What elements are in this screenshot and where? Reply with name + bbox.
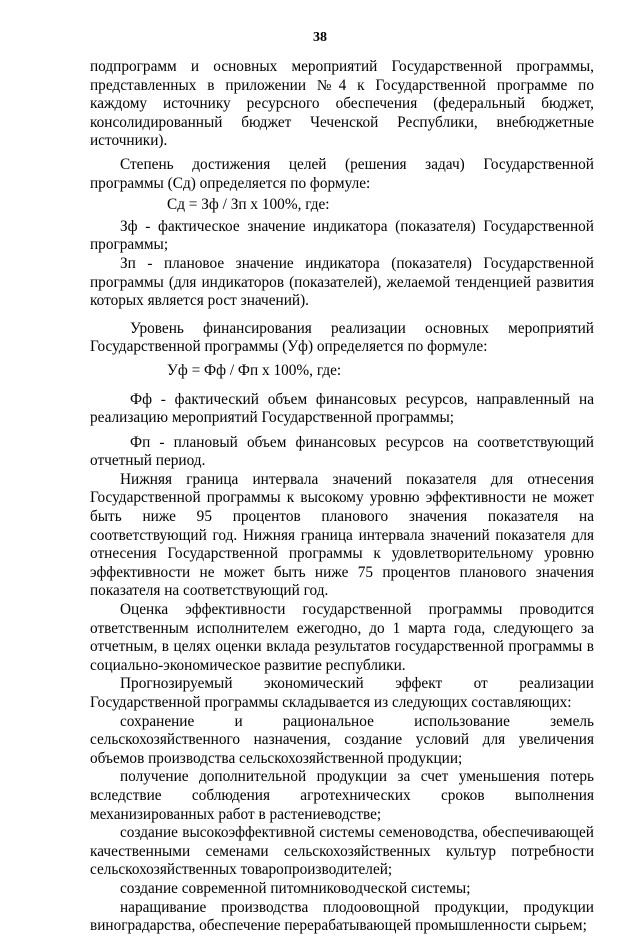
paragraph-funding: Уровень финансирования реализации основных мероприятий Государственной программы (Уф) определяется по формуле: [90,319,594,356]
list-item-seed-system: создание высокоэффективной системы семеноводства, обеспечивающей качественными семенами сельскохозяйственных культур потребности сельскохозяйственных товаропроизводителей; [90,824,594,879]
formula-uf: Уф = Фф / Фп х 100%, где: [167,361,342,379]
paragraph-lower-bound: Нижняя граница интервала значений показателя для отнесения Государственной программы к высокому уровню эффективности не может быть ниже 95 процентов планового значения показателя на соответствующий год. Нижняя граница интервала значений показателя для отнесения Государственной программы к удовлетворительному уровню эффективности не может быть ниже 75 процентов планового значения показателя на соответствующий год. [90,470,594,600]
list-item-additional-product: получение дополнительной продукции за счет уменьшения потерь вследствие соблюдения агротехнических сроков выполнения механизированных работ в растениеводстве; [90,768,594,823]
paragraph-fp: Фп - плановый объем финансовых ресурсов на соответствующий отчетный период. [90,433,594,470]
paragraph-zp: Зп - плановое значение индикатора (показателя) Государственной программы (для индикаторов (показателей), желаемой тенденцией развития которых является рост значений). [90,254,594,310]
formula-sd: Сд = Зф / Зп х 100%, где: [167,196,330,214]
list-item-nursery-system: создание современной питомниководческой системы; [120,879,471,897]
paragraph-1: подпрограмм и основных мероприятий Государственной программы, представленных в приложении №4 к Государственной программе по каждому источнику ресурсного обеспечения (федеральный бюджет, консолидированный бюджет Чеченской Республики, внебюджетные источники). [90,58,594,150]
paragraph-economic-effect: Прогнозируемый экономический эффект от реализации Государственной программы складывается из следующих составляющих: [90,675,594,711]
paragraph-ff: Фф - фактический объем финансовых ресурсов, направленный на реализацию мероприятий Государственной программы; [90,390,594,427]
paragraph-2: Степень достижения целей (решения задач) Государственной программы (Сд) определяется по формуле: [90,155,594,192]
paragraph-evaluation: Оценка эффективности государственной программы проводится ответственным исполнителем ежегодно, до 1 марта года, следующего за отчетным, в целях оценки вклада результатов государственной программы в социально-экономическое развитие республики. [90,601,594,674]
list-item-fruit-vegetable: наращивание производства плодоовощной продукции, продукции виноградарства, обеспечение перерабатывающей промышленности сырьем; [90,898,594,935]
page-number: 38 [313,30,327,45]
document-body [90,58,594,936]
paragraph-zf: Зф - фактическое значение индикатора (показателя) Государственной программы; [90,217,594,254]
list-item-land: сохранение и рациональное использование земель сельскохозяйственного назначения, создание условий для увеличения объемов производства сельскохозяйственной продукции; [90,712,594,767]
